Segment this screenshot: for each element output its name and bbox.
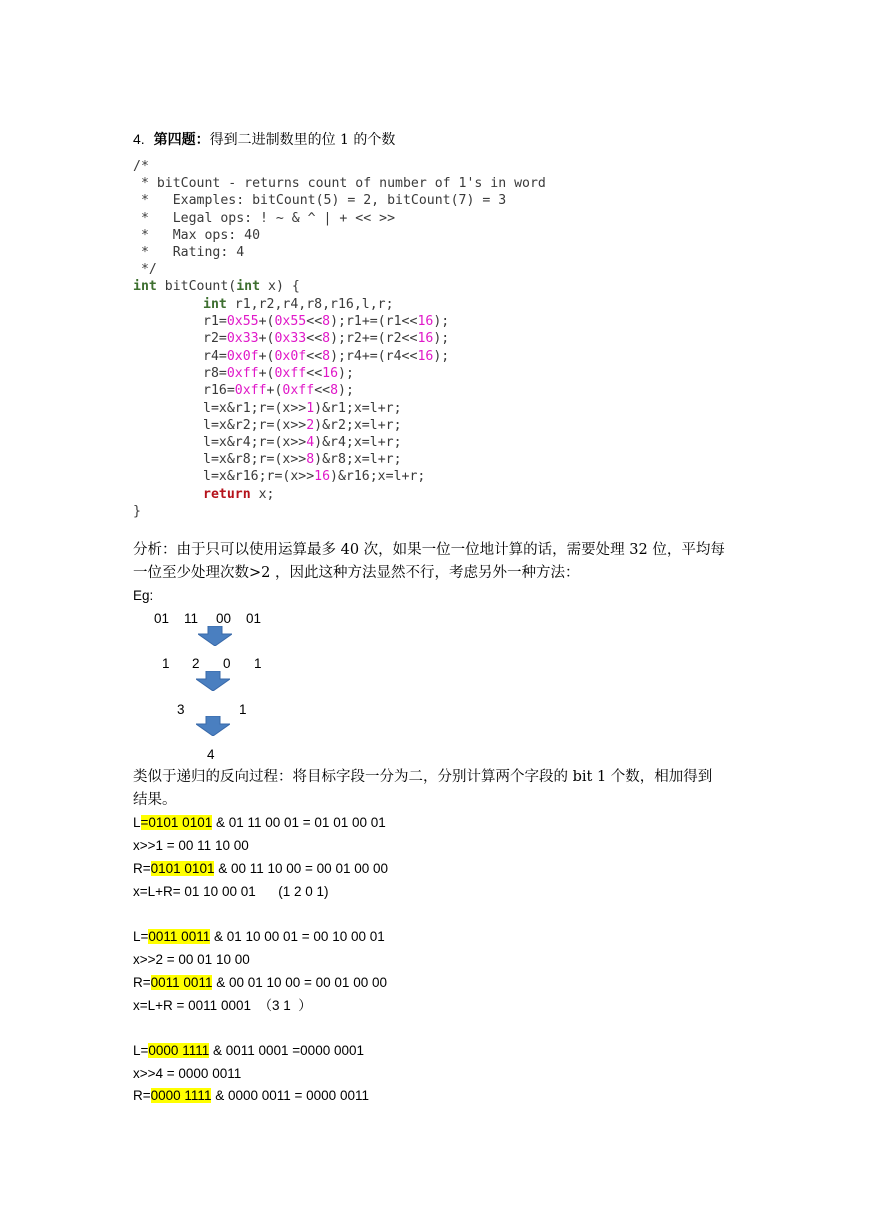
code-text: )&r1;x=l+r; <box>314 401 402 416</box>
code-text: << <box>314 383 331 398</box>
example-value: 4 <box>207 747 215 762</box>
step-text: L= <box>133 1043 149 1058</box>
code-number: 16 <box>322 366 339 381</box>
example-value: 3 <box>177 702 185 717</box>
example-value: 0 <box>223 656 231 671</box>
example-label: Eg: <box>133 588 154 603</box>
code-number: 0xff <box>274 366 307 381</box>
step-text: R= <box>133 1088 151 1103</box>
code-text: r4= <box>203 349 227 364</box>
code-text: l=x&r16;r=(x>> <box>203 469 315 484</box>
highlighted-mask: 0000 1111 <box>150 1088 212 1103</box>
code-number: 0xff <box>234 383 267 398</box>
example-value: 01 <box>154 611 170 626</box>
code-comment-line: /* <box>133 159 149 174</box>
highlighted-mask: 0101 0101 <box>150 861 215 876</box>
highlighted-mask: 0000 1111 <box>148 1043 210 1058</box>
code-number: 16 <box>314 469 331 484</box>
code-text: ); <box>338 366 354 381</box>
code-text: l=x&r2;r=(x>> <box>203 418 307 433</box>
code-keyword: int <box>236 279 261 294</box>
code-number: 2 <box>306 418 315 433</box>
example-value: 1 <box>239 702 247 717</box>
code-number: 0xff <box>282 383 315 398</box>
step-text: & 0000 0011 = 0000 0011 <box>211 1088 369 1103</box>
code-number: 16 <box>417 349 434 364</box>
code-text: l=x&r8;r=(x>> <box>203 452 307 467</box>
code-number: 0x0f <box>274 349 307 364</box>
code-closing-brace: } <box>133 504 141 519</box>
highlighted-mask: 0011 0011 <box>150 975 213 990</box>
code-number: 16 <box>417 314 434 329</box>
code-line-r8 <box>203 365 354 382</box>
code-number: 8 <box>306 452 315 467</box>
step-line: x>>2 = 00 01 10 00 <box>133 952 250 967</box>
code-text: +( <box>258 366 275 381</box>
code-number: 8 <box>322 349 331 364</box>
code-line-r1 <box>203 313 449 330</box>
code-text: r16= <box>203 383 235 398</box>
code-number: 8 <box>330 383 339 398</box>
summary-line: 结果。 <box>133 792 177 808</box>
highlighted-mask: =0101 0101 <box>140 815 213 830</box>
code-comment-line: * bitCount - returns count of number of 1's in word <box>133 176 546 191</box>
example-value: 00 <box>216 611 232 626</box>
code-number: 0x33 <box>274 331 307 346</box>
down-arrow-icon <box>196 716 230 736</box>
step-line <box>133 814 386 832</box>
code-text: << <box>306 366 323 381</box>
example-value: 2 <box>192 656 200 671</box>
code-text: +( <box>266 383 283 398</box>
code-text: r1,r2,r4,r8,r16,l,r; <box>226 297 394 312</box>
code-number: 8 <box>322 331 331 346</box>
code-text: )&r2;x=l+r; <box>314 418 402 433</box>
code-text: +( <box>258 349 275 364</box>
step-line <box>133 928 385 946</box>
section-heading <box>133 130 395 149</box>
code-line-step8 <box>203 451 402 468</box>
analysis-line: 一位至少处理次数>2 ，因此这种方法显然不行，考虑另外一种方法： <box>133 565 580 581</box>
code-keyword: int <box>133 279 157 294</box>
code-text: l=x&r4;r=(x>> <box>203 435 307 450</box>
code-text: ); <box>433 331 450 346</box>
step-line <box>133 1042 364 1060</box>
step-line: x>>1 = 00 11 10 00 <box>133 838 249 853</box>
code-number: 8 <box>322 314 331 329</box>
step-text: L= <box>133 929 149 944</box>
code-text: );r1+=(r1<< <box>330 314 418 329</box>
down-arrow-icon <box>198 626 232 646</box>
code-number: 16 <box>417 331 434 346</box>
step-text: R= <box>133 975 151 990</box>
heading-title: 第四题： <box>153 132 210 148</box>
code-text: r2= <box>203 331 227 346</box>
code-text: x) { <box>260 279 300 294</box>
step-text: & 00 01 10 00 = 00 01 00 00 <box>212 975 387 990</box>
code-block <box>133 158 603 524</box>
step-text: & 0011 0001 =0000 0001 <box>209 1043 364 1058</box>
code-number: 0xff <box>226 366 259 381</box>
step-line <box>133 860 388 878</box>
step-line: x=L+R= 01 10 00 01 (1 2 0 1) <box>133 884 329 899</box>
code-comment-line: * Examples: bitCount(5) = 2, bitCount(7) = 3 <box>133 193 507 208</box>
example-value: 1 <box>162 656 170 671</box>
code-text: ); <box>433 314 450 329</box>
example-value: 01 <box>246 611 262 626</box>
code-text: ); <box>433 349 450 364</box>
down-arrow-icon <box>196 671 230 691</box>
code-number: 0x55 <box>226 314 259 329</box>
step-text: & 01 11 00 01 = 01 01 00 01 <box>212 815 386 830</box>
code-text: r1= <box>203 314 227 329</box>
code-text: << <box>306 314 323 329</box>
heading-number: 4. <box>133 131 145 147</box>
code-text: bitCount( <box>156 279 237 294</box>
example-value: 11 <box>184 611 199 626</box>
code-text: l=x&r1;r=(x>> <box>203 401 307 416</box>
code-number: 1 <box>306 401 315 416</box>
step-line <box>133 974 387 992</box>
step-text: R= <box>133 861 151 876</box>
analysis-line: 分析：由于只可以使用运算最多 40 次，如果一位一位地计算的话，需要处理 32 位，平均每 <box>133 542 725 558</box>
example-value: 1 <box>254 656 262 671</box>
code-number: 0x33 <box>226 331 259 346</box>
summary-line: 类似于递归的反向过程：将目标字段一分为二，分别计算两个字段的 bit 1 个数，相加得到 <box>133 769 713 785</box>
code-line-r4 <box>203 348 449 365</box>
code-number: 0x0f <box>226 349 259 364</box>
code-keyword: int <box>203 297 227 312</box>
highlighted-mask: 0011 0011 <box>148 929 211 944</box>
code-line-step1 <box>203 400 402 417</box>
code-comment-line: */ <box>133 262 157 277</box>
code-function-signature <box>133 278 300 295</box>
code-line-step16 <box>203 468 425 485</box>
code-text: ); <box>338 383 354 398</box>
code-text: )&r4;x=l+r; <box>314 435 402 450</box>
code-text: r8= <box>203 366 227 381</box>
code-comment-line: * Legal ops: ! ~ & ^ | + << >> <box>133 211 396 226</box>
step-line: x=L+R = 0011 0001 （3 1 ） <box>133 998 312 1013</box>
code-number: 4 <box>306 435 315 450</box>
step-line <box>133 1087 369 1105</box>
code-comment-line: * Rating: 4 <box>133 245 245 260</box>
code-line-step4 <box>203 434 402 451</box>
code-line-step2 <box>203 417 402 434</box>
heading-text: 得到二进制数里的位 1 的个数 <box>209 132 396 148</box>
code-text: )&r16;x=l+r; <box>330 469 426 484</box>
step-text: L <box>133 815 141 830</box>
code-text: << <box>306 349 323 364</box>
code-comment-line: * Max ops: 40 <box>133 228 261 243</box>
code-text: << <box>306 331 323 346</box>
code-text: +( <box>258 314 275 329</box>
step-line: x>>4 = 0000 0011 <box>133 1066 242 1081</box>
code-line-r16 <box>203 382 354 399</box>
step-text: & 01 10 00 01 = 00 10 00 01 <box>210 929 385 944</box>
code-text: x; <box>250 487 275 502</box>
code-return-line <box>203 486 274 503</box>
code-text: +( <box>258 331 275 346</box>
code-keyword: return <box>203 487 251 502</box>
code-text: );r2+=(r2<< <box>330 331 418 346</box>
code-text: );r4+=(r4<< <box>330 349 418 364</box>
code-number: 0x55 <box>274 314 307 329</box>
code-text: )&r8;x=l+r; <box>314 452 402 467</box>
step-text: & 00 11 10 00 = 00 01 00 00 <box>214 861 388 876</box>
code-line-r2 <box>203 330 449 347</box>
code-declaration <box>203 296 394 313</box>
